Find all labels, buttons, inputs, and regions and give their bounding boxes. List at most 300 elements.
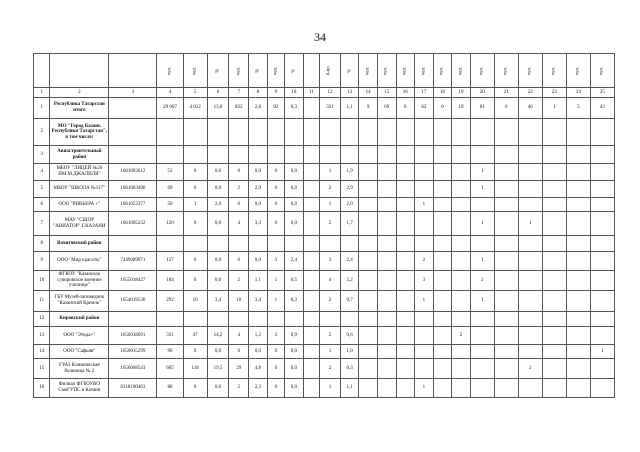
units-header-row <box>34 54 615 88</box>
inn-code-cell: 1661003612 <box>109 164 157 181</box>
value-cell <box>359 236 378 252</box>
value-cell <box>377 198 396 212</box>
value-cell: 62 <box>415 98 434 119</box>
value-cell <box>494 379 518 398</box>
value-cell <box>303 271 319 291</box>
inn-code-cell: 1656018691 <box>109 327 157 345</box>
value-cell <box>303 119 319 146</box>
value-cell <box>470 379 494 398</box>
value-cell: 47 <box>183 327 207 345</box>
value-cell <box>359 119 378 146</box>
value-cell: 0,3 <box>285 98 304 119</box>
value-cell <box>494 252 518 271</box>
value-cell <box>518 198 542 212</box>
unit-label: % <box>215 68 221 73</box>
value-cell: 43 <box>590 98 614 119</box>
value-cell: 331 <box>157 327 183 345</box>
table-row <box>34 271 615 291</box>
value-cell <box>494 291 518 312</box>
value-cell: 3,3 <box>249 212 268 236</box>
value-cell: 2,0 <box>340 198 359 212</box>
value-cell <box>566 146 590 164</box>
value-cell <box>542 181 566 198</box>
value-cell: 2 <box>320 327 341 345</box>
value-cell <box>518 146 542 164</box>
value-cell: 0,9 <box>285 327 304 345</box>
organization-name-cell: ГБУ Музей-заповедник "Казанский Кремль" <box>50 291 109 312</box>
value-cell: 2,9 <box>340 181 359 198</box>
column-number-cell: 9 <box>267 88 284 98</box>
page-number: 34 <box>314 30 326 44</box>
column-number-cell: 5 <box>183 88 207 98</box>
row-number-cell: 7 <box>34 212 50 236</box>
value-cell: 4 <box>320 271 341 291</box>
table-body <box>34 54 615 398</box>
row-number-cell: 3 <box>34 146 50 164</box>
value-cell: 61 <box>470 98 494 119</box>
value-cell <box>452 252 471 271</box>
column-number-cell: 1 <box>34 88 50 98</box>
column-number-cell: 16 <box>396 88 415 98</box>
value-cell <box>433 379 452 398</box>
value-cell <box>320 146 341 164</box>
value-cell <box>207 146 229 164</box>
value-cell <box>303 164 319 181</box>
value-cell <box>157 236 183 252</box>
value-cell <box>229 236 249 252</box>
unit-header-cell <box>285 54 304 88</box>
value-cell: 120 <box>157 212 183 236</box>
value-cell <box>518 345 542 359</box>
unit-label: чел. <box>421 66 427 75</box>
value-cell <box>207 119 229 146</box>
column-number-cell: 23 <box>542 88 566 98</box>
value-cell: 9 <box>359 98 378 119</box>
unit-label: чел. <box>192 66 198 75</box>
value-cell: 1,2 <box>249 327 268 345</box>
value-cell: 0 <box>433 98 452 119</box>
column-number-cell: 4 <box>157 88 183 98</box>
value-cell: 13,8 <box>207 98 229 119</box>
value-cell: 0,0 <box>285 345 304 359</box>
table-row <box>34 327 615 345</box>
value-cell: 0,0 <box>207 212 229 236</box>
value-cell: 6 <box>396 98 415 119</box>
table-row <box>34 146 615 164</box>
value-cell: 29 <box>229 359 249 379</box>
value-cell <box>433 198 452 212</box>
value-cell: 0,0 <box>207 271 229 291</box>
statistics-table <box>33 53 615 398</box>
inn-code-cell <box>109 119 157 146</box>
value-cell <box>494 345 518 359</box>
value-cell <box>377 164 396 181</box>
value-cell <box>285 146 304 164</box>
value-cell <box>229 146 249 164</box>
value-cell: 29 007 <box>157 98 183 119</box>
value-cell <box>470 359 494 379</box>
value-cell <box>542 164 566 181</box>
value-cell <box>542 146 566 164</box>
value-cell <box>433 164 452 181</box>
value-cell: 1 <box>320 379 341 398</box>
value-cell: 1 <box>470 181 494 198</box>
organization-name-cell: Республика Татарстан итого <box>50 98 109 119</box>
value-cell: 0,0 <box>285 359 304 379</box>
value-cell <box>207 312 229 327</box>
value-cell: 1 <box>542 98 566 119</box>
value-cell: 0 <box>229 345 249 359</box>
value-cell <box>229 312 249 327</box>
value-cell: 1 <box>518 212 542 236</box>
column-number-cell: 8 <box>249 88 268 98</box>
value-cell <box>377 291 396 312</box>
value-cell <box>396 291 415 312</box>
value-cell <box>285 119 304 146</box>
inn-code-cell <box>109 236 157 252</box>
value-cell <box>470 198 494 212</box>
value-cell <box>452 236 471 252</box>
table-row <box>34 119 615 146</box>
value-cell <box>396 198 415 212</box>
value-cell <box>303 146 319 164</box>
value-cell: 0,0 <box>249 252 268 271</box>
value-cell <box>377 119 396 146</box>
row-number-cell: 2 <box>34 119 50 146</box>
inn-code-cell <box>109 312 157 327</box>
value-cell <box>157 119 183 146</box>
value-cell: 88 <box>157 379 183 398</box>
unit-header-cell <box>207 54 229 88</box>
inn-code-cell: 7449089071 <box>109 252 157 271</box>
value-cell: 82 <box>267 98 284 119</box>
value-cell <box>590 212 614 236</box>
value-cell <box>452 146 471 164</box>
value-cell <box>359 327 378 345</box>
value-cell <box>359 271 378 291</box>
inn-code-cell: 1661003490 <box>109 181 157 198</box>
inn-code-cell: 1656015299 <box>109 345 157 359</box>
row-number-cell: 8 <box>34 236 50 252</box>
value-cell: 0 <box>183 212 207 236</box>
value-cell: 3 <box>415 271 434 291</box>
column-number-cell: 11 <box>303 88 319 98</box>
value-cell: 2 <box>415 252 434 271</box>
row-number-cell: 14 <box>34 345 50 359</box>
value-cell <box>157 312 183 327</box>
value-cell <box>303 236 319 252</box>
value-cell: 2 <box>320 181 341 198</box>
row-number-cell: 12 <box>34 312 50 327</box>
value-cell <box>340 236 359 252</box>
value-cell <box>452 271 471 291</box>
value-cell: 2,4 <box>285 252 304 271</box>
organization-name-cell: ООО "РИВЬЕРА +" <box>50 198 109 212</box>
value-cell <box>590 359 614 379</box>
unit-label: чел. <box>273 66 279 75</box>
value-cell: 1 <box>470 212 494 236</box>
value-cell: 0 <box>267 212 284 236</box>
value-cell <box>377 327 396 345</box>
value-cell <box>494 312 518 327</box>
value-cell <box>249 146 268 164</box>
value-cell: 2,3 <box>249 379 268 398</box>
value-cell <box>433 181 452 198</box>
column-number-cell: 7 <box>229 88 249 98</box>
value-cell <box>494 359 518 379</box>
value-cell <box>396 312 415 327</box>
value-cell: 2 <box>320 291 341 312</box>
value-cell <box>494 271 518 291</box>
value-cell: 2,9 <box>249 181 268 198</box>
organization-name-cell: МБОУ "ШКОЛА №117" <box>50 181 109 198</box>
value-cell <box>518 291 542 312</box>
unit-header-cell <box>50 54 109 88</box>
column-number-cell: 17 <box>415 88 434 98</box>
value-cell: 0,0 <box>207 379 229 398</box>
value-cell <box>518 327 542 345</box>
unit-header-cell <box>229 54 249 88</box>
value-cell: 2,8 <box>249 98 268 119</box>
value-cell <box>303 327 319 345</box>
unit-header-cell <box>590 54 614 88</box>
value-cell: 0 <box>183 379 207 398</box>
value-cell <box>303 379 319 398</box>
value-cell <box>396 164 415 181</box>
value-cell <box>303 345 319 359</box>
value-cell <box>452 359 471 379</box>
value-cell <box>518 119 542 146</box>
value-cell: 0,0 <box>207 164 229 181</box>
table-row <box>34 212 615 236</box>
column-number-cell: 10 <box>285 88 304 98</box>
value-cell: 19 <box>452 98 471 119</box>
value-cell <box>415 146 434 164</box>
value-cell: 1 <box>415 291 434 312</box>
value-cell: 2 <box>320 212 341 236</box>
column-number-cell: 12 <box>320 88 341 98</box>
value-cell <box>396 119 415 146</box>
value-cell <box>359 181 378 198</box>
value-cell: 4 <box>229 212 249 236</box>
value-cell <box>433 212 452 236</box>
value-cell <box>518 236 542 252</box>
value-cell: 292 <box>157 291 183 312</box>
value-cell <box>542 345 566 359</box>
value-cell <box>590 291 614 312</box>
value-cell: 2 <box>229 379 249 398</box>
value-cell <box>566 164 590 181</box>
value-cell: 50 <box>157 198 183 212</box>
table-row <box>34 379 615 398</box>
value-cell <box>157 146 183 164</box>
value-cell <box>518 252 542 271</box>
value-cell: 14,2 <box>207 327 229 345</box>
value-cell <box>590 198 614 212</box>
column-number-cell: 14 <box>359 88 378 98</box>
value-cell <box>542 212 566 236</box>
value-cell <box>433 146 452 164</box>
value-cell: 0 <box>183 164 207 181</box>
value-cell <box>377 379 396 398</box>
value-cell <box>566 181 590 198</box>
value-cell <box>433 345 452 359</box>
value-cell: 2,0 <box>207 198 229 212</box>
column-number-row <box>34 88 615 98</box>
value-cell <box>396 359 415 379</box>
value-cell: 1,1 <box>249 271 268 291</box>
value-cell: 1 <box>470 164 494 181</box>
row-number-cell: 16 <box>34 379 50 398</box>
value-cell: 0,0 <box>285 181 304 198</box>
value-cell <box>396 345 415 359</box>
inn-code-cell <box>109 146 157 164</box>
value-cell <box>590 312 614 327</box>
value-cell <box>359 252 378 271</box>
unit-header-cell <box>452 54 471 88</box>
unit-label: % <box>346 68 352 73</box>
value-cell <box>566 345 590 359</box>
value-cell <box>494 164 518 181</box>
unit-header-cell <box>359 54 378 88</box>
value-cell <box>566 236 590 252</box>
value-cell: 0,7 <box>340 291 359 312</box>
unit-label: чел. <box>235 66 241 75</box>
value-cell <box>542 359 566 379</box>
column-number-cell: 13 <box>340 88 359 98</box>
value-cell <box>518 181 542 198</box>
column-number-cell: 2 <box>50 88 109 98</box>
value-cell: 0,3 <box>285 291 304 312</box>
unit-label: чел. <box>479 66 485 75</box>
table-row <box>34 359 615 379</box>
inn-code-cell <box>109 98 157 119</box>
value-cell: 127 <box>157 252 183 271</box>
table-row <box>34 345 615 359</box>
value-cell: 1 <box>183 198 207 212</box>
table-row <box>34 198 615 212</box>
value-cell <box>303 291 319 312</box>
row-number-cell: 11 <box>34 291 50 312</box>
column-number-cell: 6 <box>207 88 229 98</box>
unit-label: чел. <box>458 66 464 75</box>
value-cell <box>542 236 566 252</box>
unit-label: чел. <box>551 66 557 75</box>
value-cell <box>303 98 319 119</box>
value-cell <box>452 291 471 312</box>
row-number-cell: 6 <box>34 198 50 212</box>
value-cell: 2 <box>229 181 249 198</box>
unit-header-cell <box>303 54 319 88</box>
value-cell: 1 <box>320 164 341 181</box>
value-cell <box>249 312 268 327</box>
value-cell <box>433 291 452 312</box>
value-cell <box>470 345 494 359</box>
unit-label: чел. <box>167 66 173 75</box>
unit-label: % <box>255 68 261 73</box>
value-cell: 3,4 <box>207 291 229 312</box>
value-cell <box>590 236 614 252</box>
value-cell: 3,4 <box>249 291 268 312</box>
unit-header-cell <box>249 54 268 88</box>
value-cell: 0 <box>267 164 284 181</box>
value-cell: 0,3 <box>340 359 359 379</box>
value-cell <box>590 181 614 198</box>
value-cell <box>303 181 319 198</box>
value-cell: 0 <box>267 198 284 212</box>
value-cell <box>396 181 415 198</box>
unit-header-cell <box>433 54 452 88</box>
value-cell: 0 <box>267 181 284 198</box>
unit-header-cell <box>340 54 359 88</box>
value-cell <box>542 119 566 146</box>
value-cell <box>470 236 494 252</box>
organization-name-cell: ООО "Мир красоты" <box>50 252 109 271</box>
unit-header-cell <box>377 54 396 88</box>
value-cell: 10 <box>229 291 249 312</box>
value-cell <box>396 327 415 345</box>
value-cell: 2,2 <box>340 271 359 291</box>
value-cell <box>452 181 471 198</box>
unit-label: б-во <box>327 65 333 76</box>
row-number-cell: 9 <box>34 252 50 271</box>
value-cell <box>433 327 452 345</box>
value-cell: 0 <box>267 379 284 398</box>
value-cell <box>229 119 249 146</box>
value-cell <box>267 236 284 252</box>
value-cell: 1 <box>267 271 284 291</box>
value-cell <box>396 252 415 271</box>
unit-header-cell <box>470 54 494 88</box>
value-cell: 1,9 <box>340 164 359 181</box>
organization-name-cell: МАУ "СШОР "АВИАТОР" Г.КАЗАНИ <box>50 212 109 236</box>
value-cell: 1 <box>320 345 341 359</box>
value-cell <box>452 212 471 236</box>
table-row <box>34 291 615 312</box>
unit-header-cell <box>320 54 341 88</box>
value-cell: 0 <box>183 252 207 271</box>
value-cell <box>470 312 494 327</box>
value-cell: 0,0 <box>207 252 229 271</box>
unit-label: % <box>291 68 297 73</box>
inn-code-cell: 1655018427 <box>109 271 157 291</box>
organization-name-cell: ООО "Этида+" <box>50 327 109 345</box>
value-cell <box>340 146 359 164</box>
value-cell: 4 012 <box>183 98 207 119</box>
value-cell <box>320 119 341 146</box>
value-cell <box>452 119 471 146</box>
value-cell: 69 <box>377 98 396 119</box>
value-cell <box>452 379 471 398</box>
value-cell: 2 <box>518 359 542 379</box>
unit-header-cell <box>396 54 415 88</box>
value-cell: 52 <box>157 164 183 181</box>
value-cell <box>452 345 471 359</box>
column-number-cell: 22 <box>518 88 542 98</box>
column-number-cell: 25 <box>590 88 614 98</box>
value-cell <box>566 291 590 312</box>
value-cell <box>433 252 452 271</box>
value-cell <box>590 119 614 146</box>
value-cell <box>566 312 590 327</box>
value-cell <box>359 212 378 236</box>
value-cell: 0 <box>494 98 518 119</box>
value-cell: 0,0 <box>249 198 268 212</box>
value-cell <box>285 236 304 252</box>
unit-header-cell <box>183 54 207 88</box>
value-cell <box>566 379 590 398</box>
value-cell: 2 <box>229 271 249 291</box>
